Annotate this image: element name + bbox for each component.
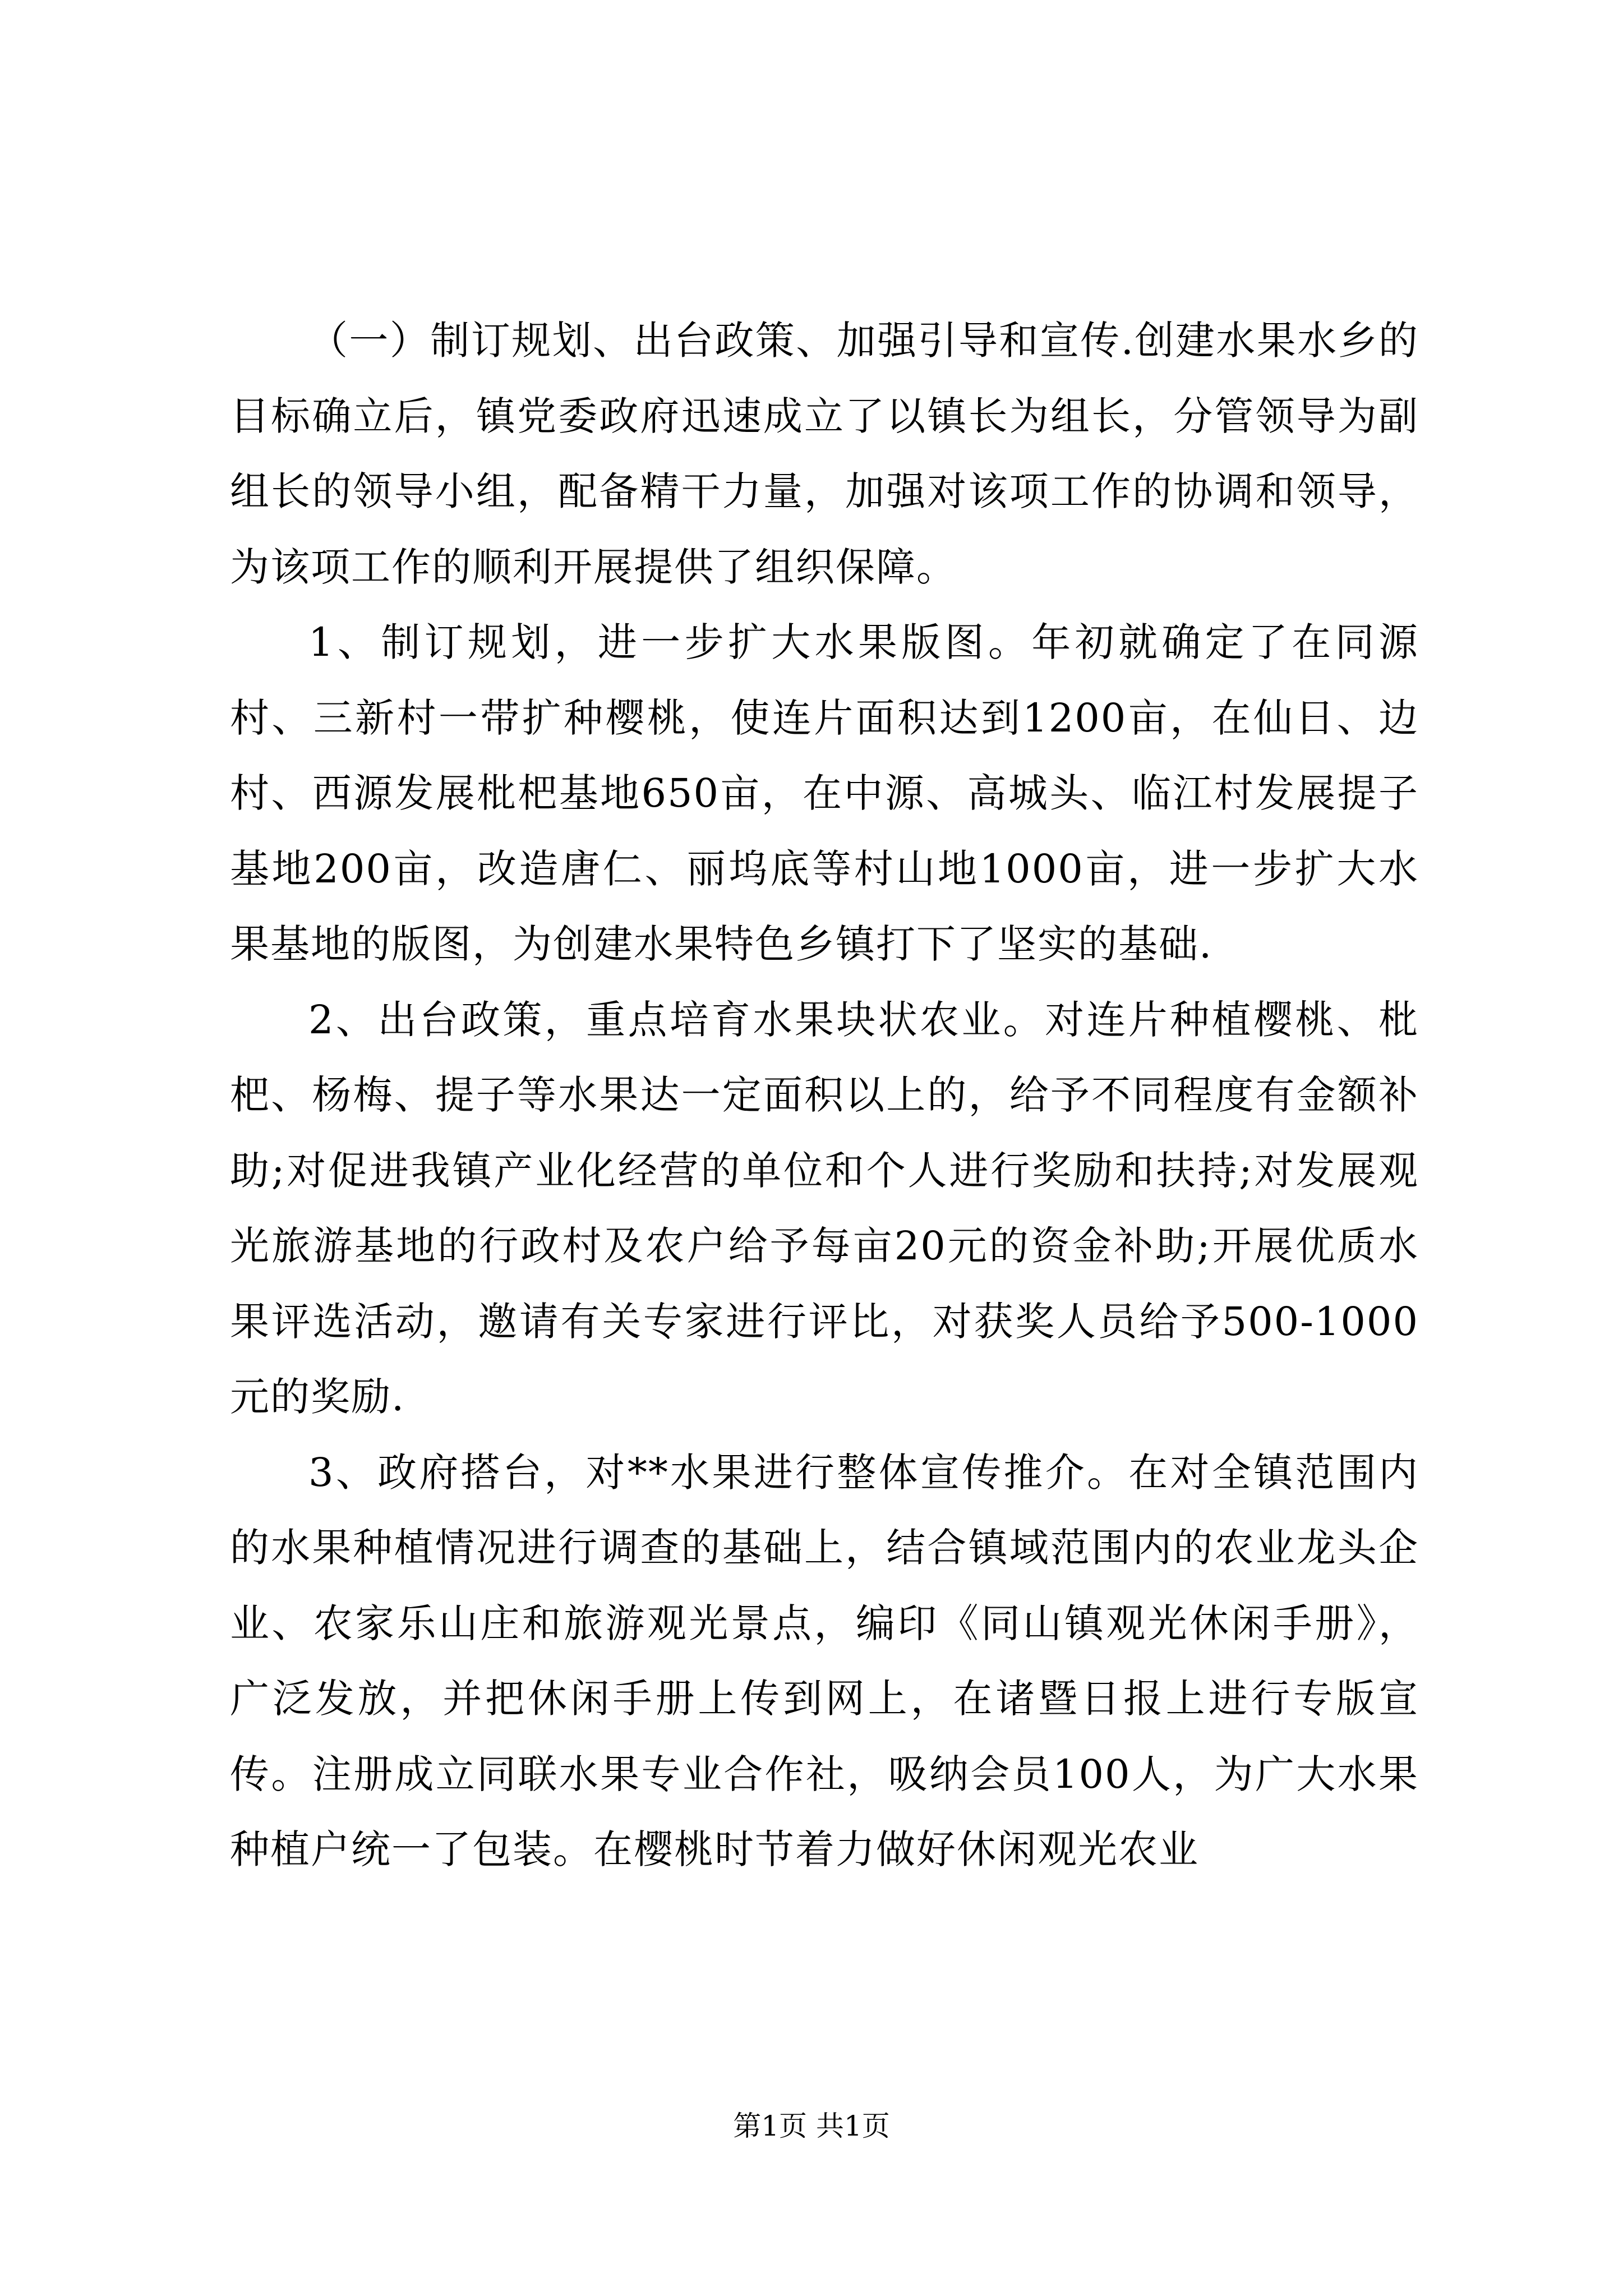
paragraph-item-3: 3、政府搭台，对**水果进行整体宣传推介。在对全镇范围内的水果种植情况进行调查的基础上，结合镇域范围内的农业龙头企业、农家乐山庄和旅游观光景点，编印《同山镇观光休闲手册》，广泛发放，并把休闲手册上传到网上，在诸暨日报上进行专版宣传。注册成立同联水果专业合作社，吸纳会员100人，为广大水果种植户统一了包装。在樱桃时节着力做好休闲观光农业	[230, 1449, 1419, 1872]
paragraph-section-1: （一）制订规划、出台政策、加强引导和宣传.创建水果水乡的目标确立后，镇党委政府迅速成立了以镇长为组长，分管领导为副组长的领导小组，配备精干力量，加强对该项工作的协调和领导，为该项工作的顺利开展提供了组织保障。	[230, 318, 1419, 590]
paragraph-item-2: 2、出台政策，重点培育水果块状农业。对连片种植樱桃、枇杷、杨梅、提子等水果达一定面积以上的，给予不同程度有金额补助;对促进我镇产业化经营的单位和个人进行奖励和扶持;对发展观光旅游基地的行政村及农户给予每亩20元的资金补助;开展优质水果评选活动，邀请有关专家进行评比，对获奖人员给予500-1000元的奖励.	[230, 996, 1419, 1420]
paragraph-item-1: 1、制订规划，进一步扩大水果版图。年初就确定了在同源村、三新村一带扩种樱桃，使连片面积达到1200亩，在仙日、边村、西源发展枇杷基地650亩，在中源、高城头、临江村发展提子基地200亩，改造唐仁、丽坞底等村山地1000亩，进一步扩大水果基地的版图，为创建水果特色乡镇打下了坚实的基础.	[230, 619, 1419, 967]
document-body	[230, 303, 1419, 1888]
page-footer: 第1页 共1页	[733, 2110, 890, 2142]
